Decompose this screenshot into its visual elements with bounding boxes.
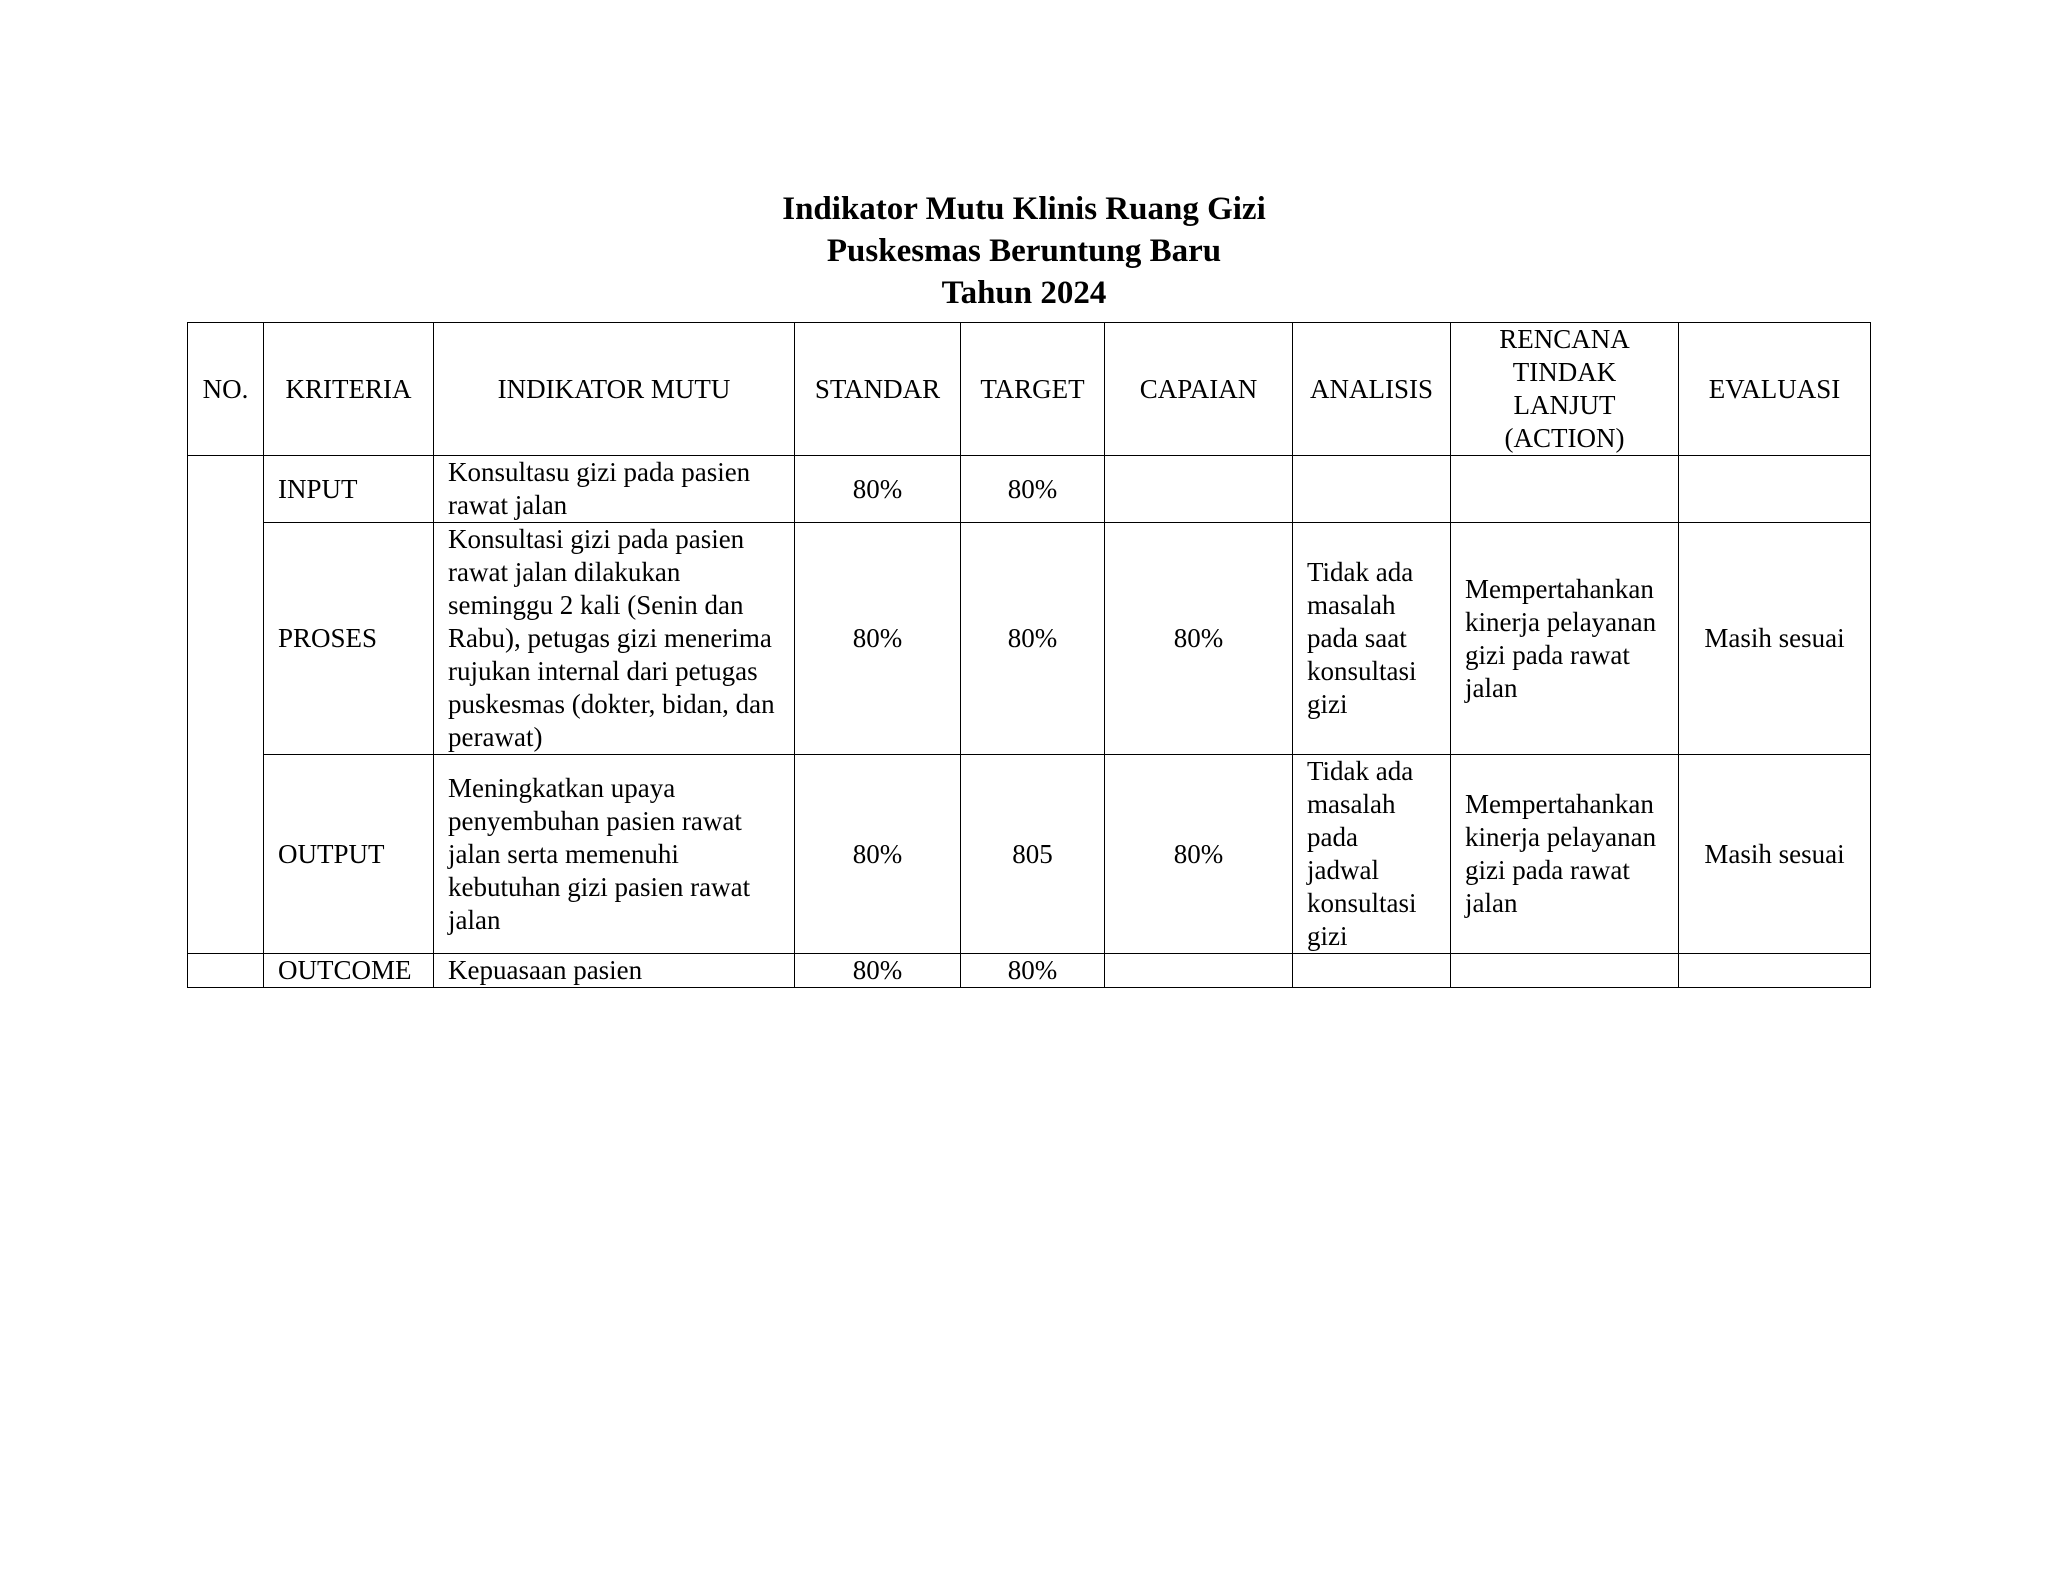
table-row [188, 954, 1871, 988]
document-title: Indikator Mutu Klinis Ruang Gizi [782, 191, 1266, 227]
document-subtitle-institution: Puskesmas Beruntung Baru [826, 233, 1222, 269]
header-analisis: ANALISIS [1293, 323, 1451, 456]
cell-indikator: Konsultasi gizi pada pasien rawat jalan dilakukan seminggu 2 kali (Senin dan Rabu), petugas gizi menerima rujukan internal dari petugas puskesmas (dokter, bidan, dan perawat) [434, 523, 795, 755]
header-standar: STANDAR [795, 323, 961, 456]
cell-rencana: Mempertahankan kinerja pelayanan gizi pada rawat jalan [1451, 755, 1679, 954]
cell-standar: 80% [795, 523, 961, 755]
cell-rencana [1451, 954, 1679, 988]
cell-standar: 80% [795, 954, 961, 988]
cell-rencana: Mempertahankan kinerja pelayanan gizi pada rawat jalan [1451, 523, 1679, 755]
cell-capaian [1105, 954, 1293, 988]
indicator-table [187, 322, 1871, 988]
cell-indikator: Konsultasu gizi pada pasien rawat jalan [434, 456, 795, 523]
cell-target: 80% [961, 954, 1105, 988]
cell-evaluasi: Masih sesuai [1679, 755, 1871, 954]
cell-standar: 80% [795, 755, 961, 954]
cell-no [188, 954, 264, 988]
cell-capaian [1105, 456, 1293, 523]
cell-indikator: Kepuasaan pasien [434, 954, 795, 988]
cell-standar: 80% [795, 456, 961, 523]
cell-indikator: Meningkatkan upaya penyembuhan pasien rawat jalan serta memenuhi kebutuhan gizi pasien rawat jalan [434, 755, 795, 954]
cell-target: 80% [961, 456, 1105, 523]
cell-target: 80% [961, 523, 1105, 755]
document-title-block [0, 188, 2048, 314]
cell-evaluasi [1679, 954, 1871, 988]
cell-analisis [1293, 954, 1451, 988]
cell-kriteria: PROSES [264, 523, 434, 755]
header-rencana-tindak-lanjut: RENCANA TINDAK LANJUT (ACTION) [1451, 323, 1679, 456]
header-target: TARGET [961, 323, 1105, 456]
cell-analisis [1293, 456, 1451, 523]
cell-kriteria: INPUT [264, 456, 434, 523]
cell-target: 805 [961, 755, 1105, 954]
cell-evaluasi [1679, 456, 1871, 523]
header-indikator-mutu: INDIKATOR MUTU [434, 323, 795, 456]
header-no: NO. [188, 323, 264, 456]
cell-analisis: Tidak ada masalah pada jadwal konsultasi gizi [1293, 755, 1451, 954]
document-subtitle-year: Tahun 2024 [941, 275, 1107, 311]
header-kriteria: KRITERIA [264, 323, 434, 456]
cell-kriteria: OUTPUT [264, 755, 434, 954]
cell-kriteria: OUTCOME [264, 954, 434, 988]
cell-rencana [1451, 456, 1679, 523]
table-row [188, 523, 1871, 755]
table-row [188, 456, 1871, 523]
cell-analisis: Tidak ada masalah pada saat konsultasi gizi [1293, 523, 1451, 755]
cell-no-merged [188, 456, 264, 954]
table-row [188, 755, 1871, 954]
table-header-row [188, 323, 1871, 456]
cell-evaluasi: Masih sesuai [1679, 523, 1871, 755]
cell-capaian: 80% [1105, 523, 1293, 755]
header-capaian: CAPAIAN [1105, 323, 1293, 456]
cell-capaian: 80% [1105, 755, 1293, 954]
header-evaluasi: EVALUASI [1679, 323, 1871, 456]
